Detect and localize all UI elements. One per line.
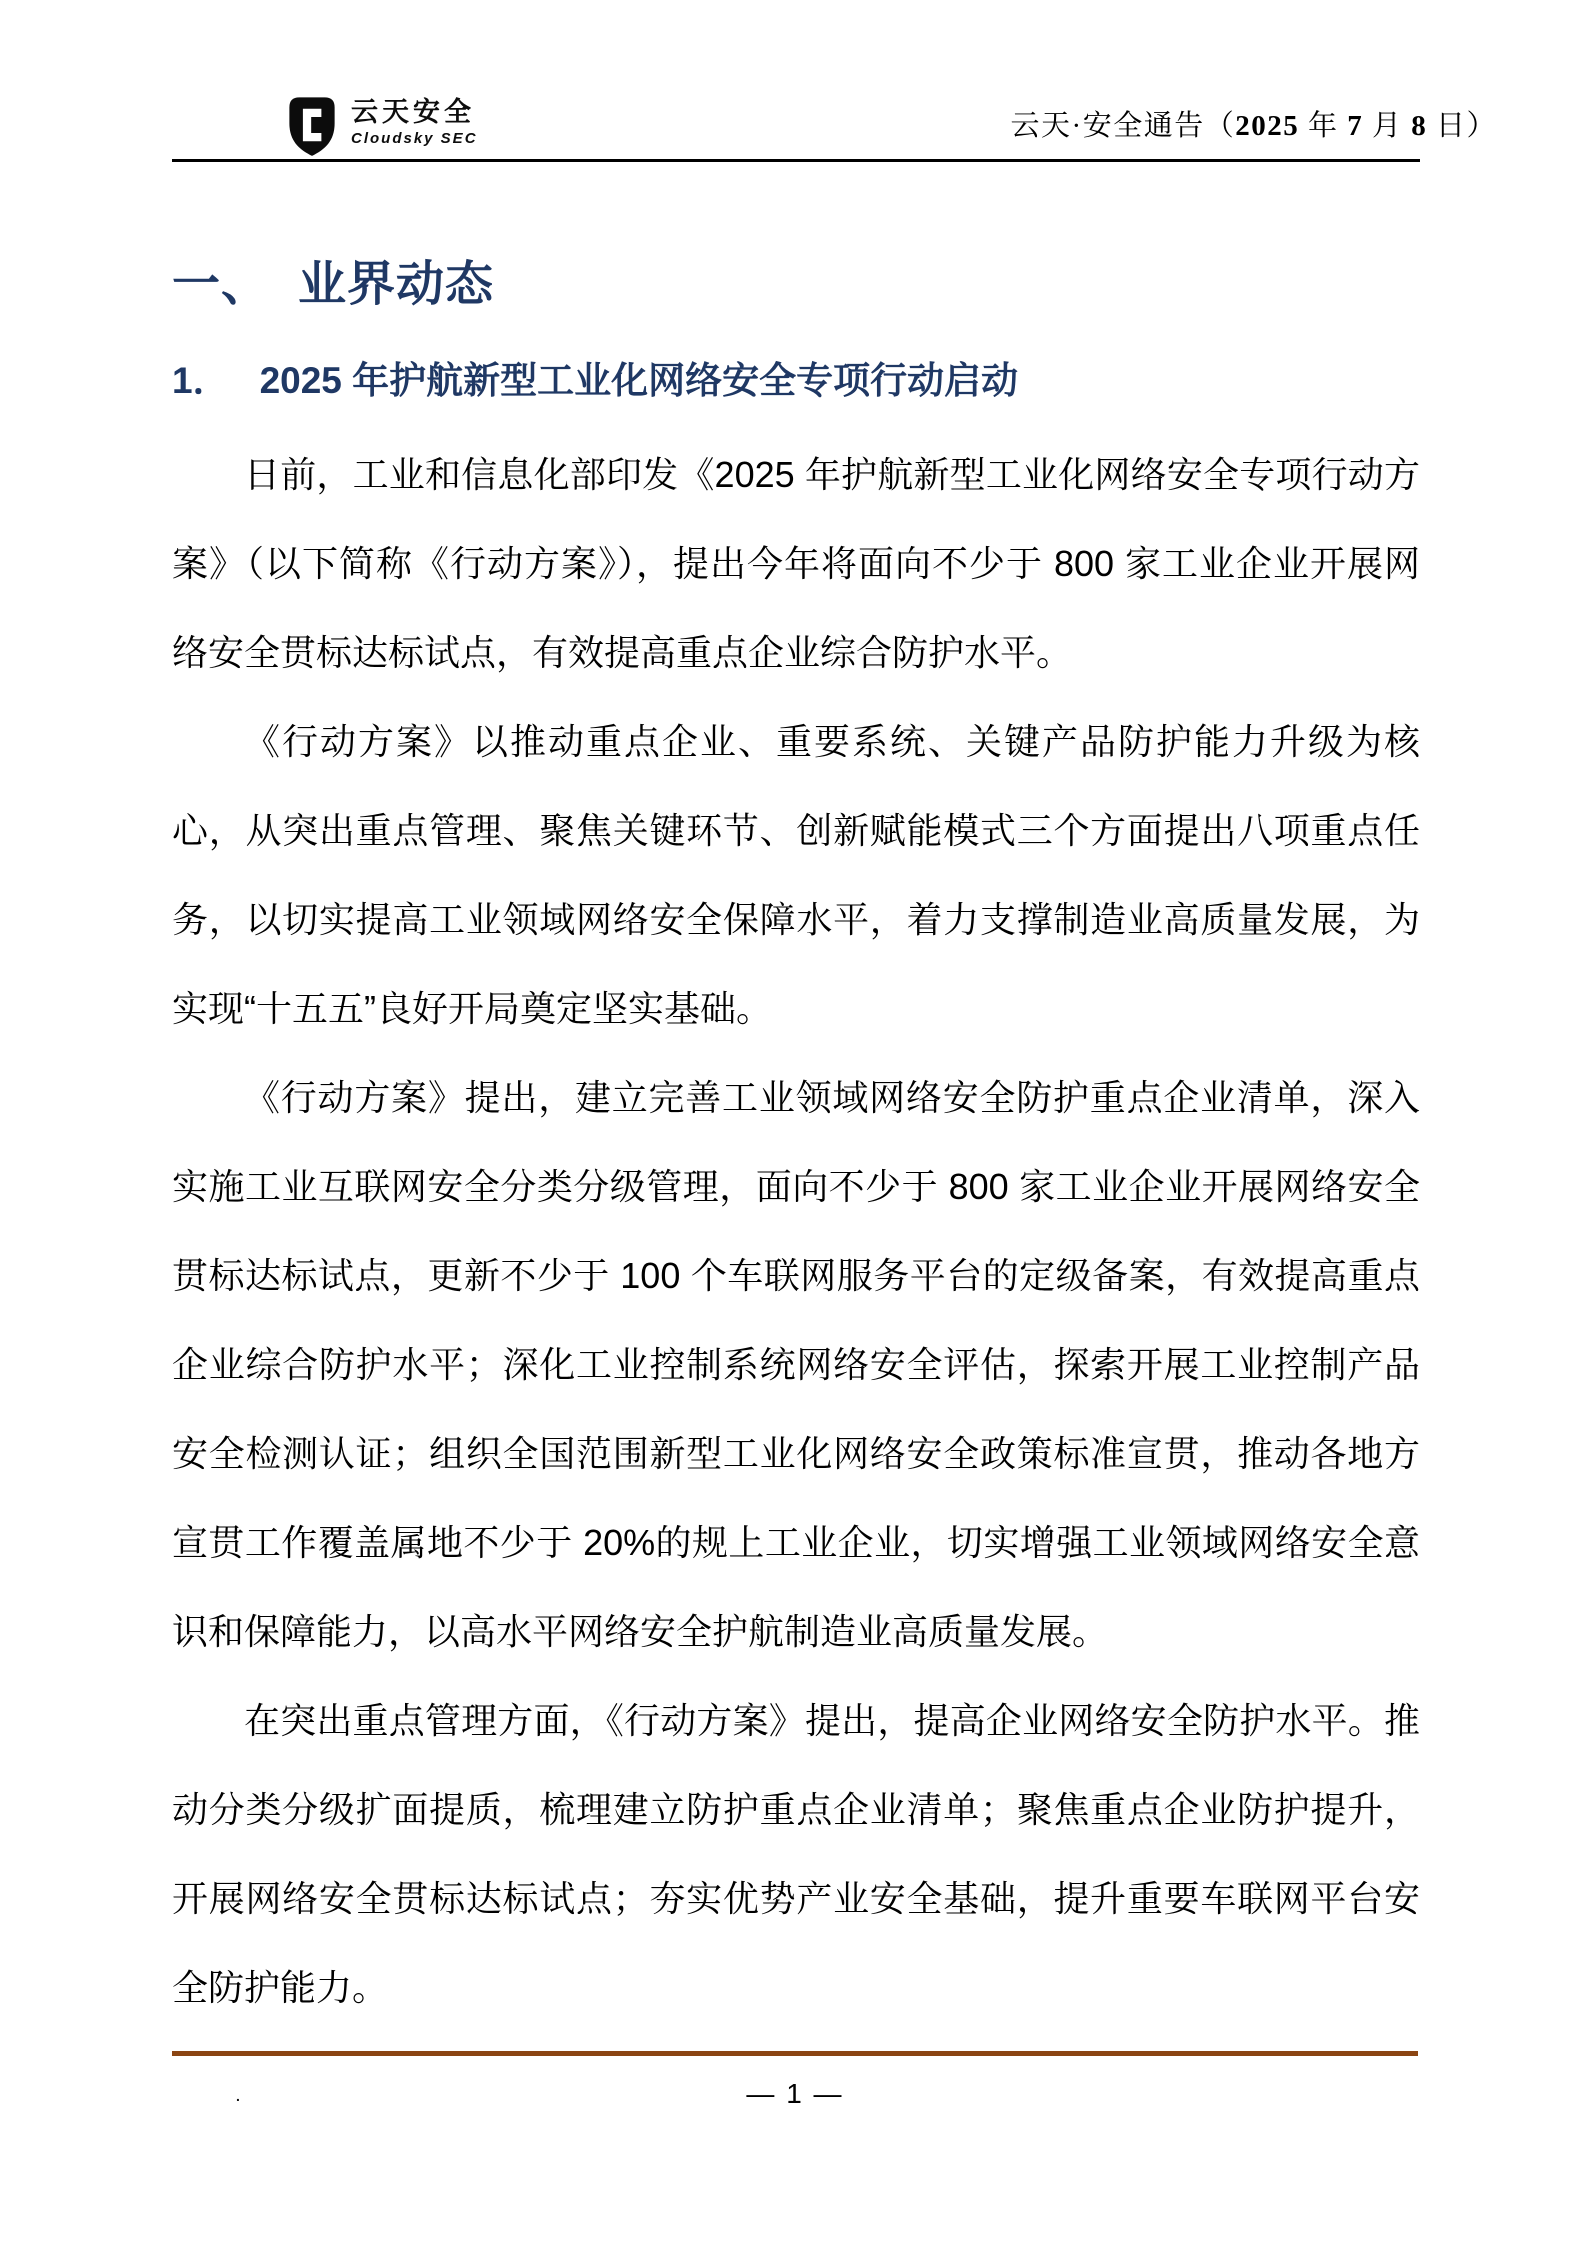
bulletin-month-unit: 月	[1363, 110, 1412, 142]
paragraph: 《行动方案》提出，建立完善工业领域网络安全防护重点企业清单，深入实施工业互联网安全分类分级管理，面向不少于 800 家工业企业开展网络安全贯标达标试点，更新不少于 100 个车联网服务平台的定级备案，有效提高重点企业综合防护水平；深化工业控制系统网络安全评估，探索开展工业控制产品安全检测认证；组织全国范围新型工业化网络安全政策标准宣贯，推动各地方宣贯工作覆盖属地不少于 20%的规上工业企业，切实增强工业领域网络安全意识和保障能力，以高水平网络安全护航制造业高质量发展。	[172, 1077, 1420, 1652]
paragraph: 日前，工业和信息化部印发《2025 年护航新型工业化网络安全专项行动方案》（以下简称《行动方案》），提出今年将面向不少于 800 家工业企业开展网络安全贯标达标试点，有效提高重点企业综合防护水平。	[172, 454, 1420, 673]
logo-brand-cn: 云天安全	[351, 97, 475, 127]
article-title: 2025 年护航新型工业化网络安全专项行动启动	[259, 360, 1019, 401]
section-heading	[172, 257, 1420, 312]
bulletin-header-title	[1011, 93, 1497, 144]
page-number: — 1 —	[746, 2078, 844, 2109]
footer-stray-mark: .	[236, 2088, 240, 2104]
bulletin-title-text: 云天·安全通告（	[1010, 110, 1236, 142]
article-number: 1．	[172, 360, 230, 401]
logo-text	[351, 93, 478, 148]
paragraph: 《行动方案》以推动重点企业、重要系统、关键产品防护能力升级为核心，从突出重点管理、聚焦关键环节、创新赋能模式三个方面提出八项重点任务，以切实提高工业领域网络安全保障水平，着力支撑制造业高质量发展，为实现“十五五”良好开局奠定坚实基础。	[172, 721, 1420, 1029]
footer-accent-bar	[172, 2051, 1418, 2056]
article-heading	[172, 357, 1420, 405]
bulletin-day: 8	[1411, 110, 1428, 142]
company-logo	[283, 93, 478, 157]
section-title: 业界动态	[298, 258, 495, 311]
logo-brand-en: Cloudsky SEC	[351, 130, 478, 148]
paragraph: 在突出重点管理方面，《行动方案》提出，提高企业网络安全防护水平。推动分类分级扩面提质，梳理建立防护重点企业清单；聚焦重点企业防护提升，开展网络安全贯标达标试点；夯实优势产业安全基础，提升重要车联网平台安全防护能力。	[172, 1700, 1420, 2008]
page-header	[0, 0, 1587, 159]
footer-meta	[172, 2078, 1418, 2110]
section-number: 一、	[172, 258, 271, 311]
article-text	[172, 430, 1420, 2032]
shield-c-icon	[283, 93, 341, 157]
page-footer	[172, 2051, 1418, 2110]
document-body	[0, 257, 1587, 2032]
bulletin-year-unit: 年	[1299, 110, 1348, 142]
bulletin-month: 7	[1347, 110, 1364, 142]
bulletin-year: 2025	[1235, 110, 1300, 142]
bulletin-day-unit: 日）	[1427, 110, 1497, 142]
header-divider	[172, 159, 1420, 162]
